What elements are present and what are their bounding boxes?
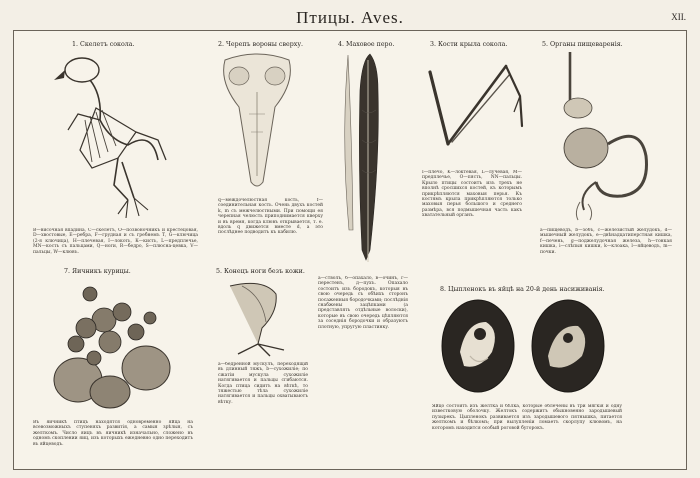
figure-1-legend: В—височная впадина, С—скелетъ, О—позвоночникъ и крестецовая, D—хвостовые, Е—ребра, F—грудная и съ гребнемъ Т, G—ключица (2-я ключица), Н—плечевая, I—локоть, К—кисть, L—предплечье, МN—кость съ пальцами, Q—ноги, R—бедро, S—плюсна-цевка, V—пальцы, W—клювъ. xyxy=(33,228,198,255)
figure-8-legend: Яйцо состоитъ изъ желтка и бѣлка, которые облечены въ три мягкія и одну известковую оболочку. Желтокъ содержитъ обыкновенно зародышевый пузырекъ. Цыпленокъ развивается изъ зародышевого пятнышка, питается желткомъ и бѣлкомъ; при вылупленіи ломаетъ скорлупу клювомъ, на которомъ находится особый роговой бугорокъ. xyxy=(432,404,622,431)
figure-8-caption: 8. Цыпленокъ въ яйцѣ на 20-й день насиживанія. xyxy=(440,286,605,293)
figure-7-caption: 7. Яичникъ курицы. xyxy=(64,268,131,275)
figure-6-legend: а—бедренной мускулъ, переходящій въ длинный тяжъ, b—сухожиліе; по сжатіи мускула сухожиліе натягивается и пальцы сгибаются. Когда птица сидитъ на вѣткѣ, то тяжестью тѣла сухожиліе натягивается и пальцы охватываютъ вѣтку. xyxy=(218,362,308,405)
figure-3-legend: I—плечо, K—локтевая, L—лучевая, M—предплечье, O—пясть, NN—пальцы. Крыло птицы состоитъ изъ трехъ не вполнѣ сросшихся костей, къ которымъ прикрѣпляются маховыя перья. Къ костямъ крыла прикрѣпляются только маховыя перья большого и среднего размѣра, вся подмышечная часть какъ хватательный органъ. xyxy=(422,170,522,219)
crow-skull-illustration xyxy=(215,52,300,192)
figure-5-caption: 5. Органы пищеваренія. xyxy=(542,41,623,48)
figure-4-caption: 4. Маховое перо. xyxy=(338,41,395,48)
figure-5-legend: а—пищеводъ, b—зобъ, с—железистый желудокъ, d—мышечный желудокъ, е—двѣнадцатиперстная кишка, f—печень, g—поджелудочная железа, h—тонкая кишка, i—слѣпыя кишки, k—клоака, l—яйцеводъ, m—почки. xyxy=(540,228,672,255)
chick-in-egg-illustration xyxy=(436,296,614,396)
flight-feather-illustration xyxy=(332,50,392,265)
digestive-organs-illustration xyxy=(548,52,666,222)
figure-1-caption: 1. Скелетъ сокола. xyxy=(72,41,135,48)
bird-leg-illustration xyxy=(222,278,304,358)
page-title: Птицы. Aves. xyxy=(296,8,404,27)
figure-7-legend: Въ яичникѣ птицъ находятся одновременно яйца на всевозможныхъ ступеняхъ развитія, а самыя зрѣлыя, съ желткомъ. Число яицъ въ яичникѣ изначально, сложено въ одномъ скоплении яиц, изъ которыхъ ежедневно одно переходитъ въ яйцеводъ. xyxy=(33,420,193,447)
figure-3-caption: 3. Кости крыла сокола. xyxy=(430,41,508,48)
page-number: XII. xyxy=(671,12,686,22)
falcon-skeleton-illustration xyxy=(40,50,170,222)
figure-2-legend: q—междочелюстная кость, f—соединительная кость. Очень двухъ костей k, m съ межчелюстными. При помощи ея черепная челюсть приподнимается кверху и въ время, когда клювъ открывается, т. е. вдоль q движется вместе d, а это послѣднее подводитъ къ кабилю. xyxy=(218,198,323,236)
wing-bones-illustration xyxy=(418,52,528,162)
figure-4-legend: а—стволъ, б—опахало, в—очинъ, г—перестенъ, д—пухъ. Опахало состоитъ изъ бородокъ, которыя въ свою очередь съ обѣихъ сторонъ посаженныя бородочками; послѣднія снабжены зацѣпками (а представлять отдѣльные волоски), которые въ свою очередь цѣпляются за соседнія бородочки и образуютъ плотную, упругую пластинку. xyxy=(318,276,408,330)
hen-ovary-illustration xyxy=(50,280,175,410)
figure-6-caption: 5. Конецъ ноги безъ кожи. xyxy=(216,268,305,275)
figure-2-caption: 2. Черепъ вороны сверху. xyxy=(218,41,304,48)
